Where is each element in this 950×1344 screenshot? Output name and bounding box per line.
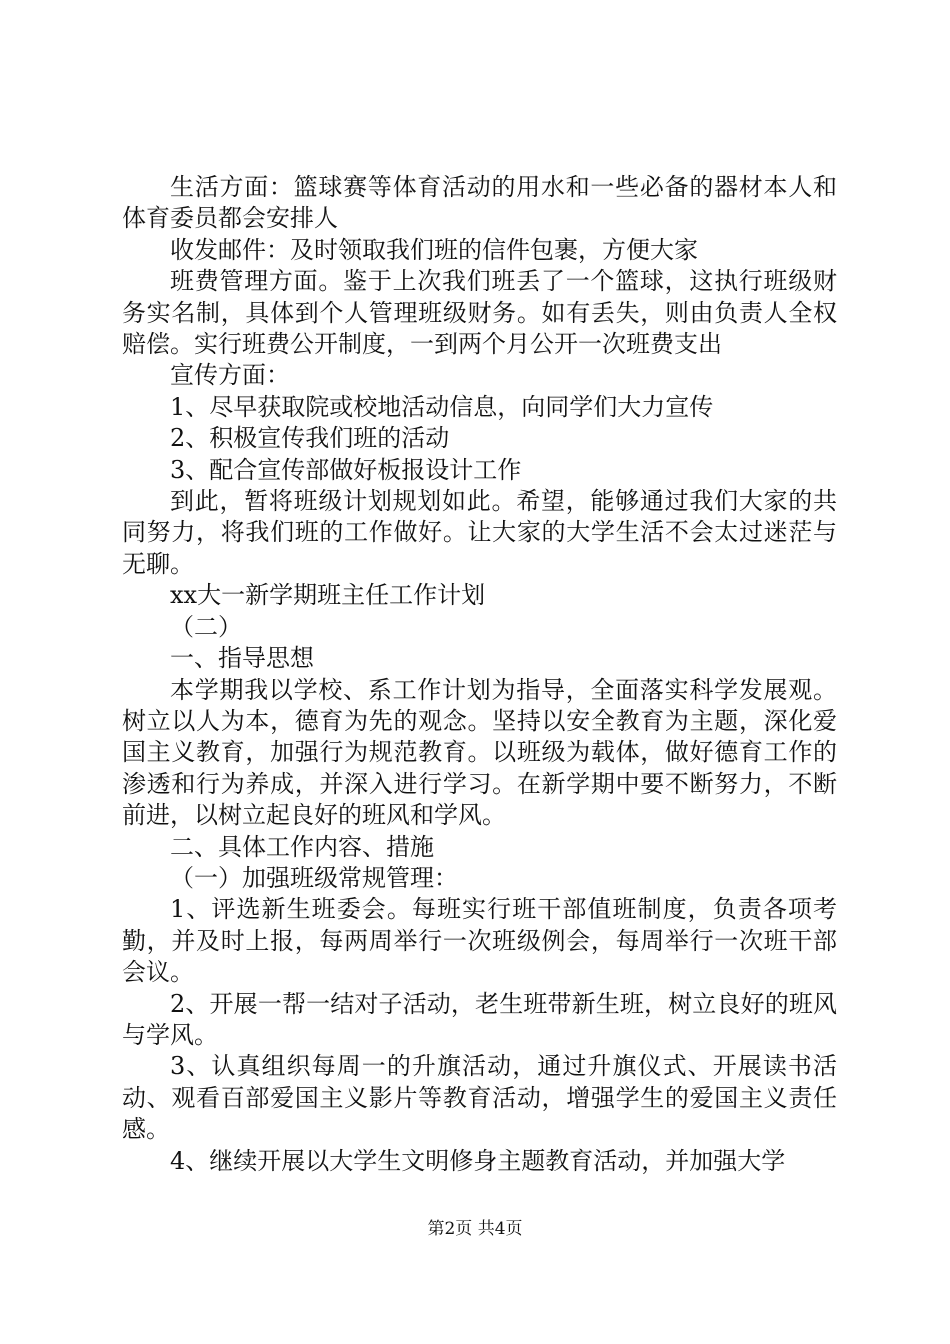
page-footer: 第2页 共4页 xyxy=(427,1219,523,1239)
document-body xyxy=(122,172,837,1177)
paragraph-mail: 收发邮件：及时领取我们班的信件包裹，方便大家 xyxy=(170,235,698,264)
paragraph-item-2: 2、开展一帮一结对子活动，老生班带新生班，树立良好的班风与学风。 xyxy=(122,989,837,1049)
heading-routine-management: （一）加强班级常规管理： xyxy=(170,863,458,892)
paragraph-class-fee: 班费管理方面。鉴于上次我们班丢了一个篮球，这执行班级财务实名制，具体到个人管理班级财务。如有丢失，则由负责人全权赔偿。实行班费公开制度，一到两个月公开一次班费支出 xyxy=(122,267,837,359)
heading-work-content: 二、具体工作内容、措施 xyxy=(170,832,434,861)
paragraph-life: 生活方面：篮球赛等体育活动的用水和一些必备的器材本人和体育委员都会安排人 xyxy=(122,173,837,233)
paragraph-publicity-1: 1、尽早获取院或校地活动信息，向同学们大力宣传 xyxy=(170,392,714,421)
paragraph-publicity-heading: 宣传方面： xyxy=(170,361,290,390)
section-title: xx大一新学期班主任工作计划 xyxy=(170,581,486,610)
paragraph-item-1: 1、评选新生班委会。每班实行班干部值班制度，负责各项考勤，并及时上报，每两周举行一次班级例会，每周举行一次班干部会议。 xyxy=(122,895,837,987)
paragraph-publicity-2: 2、积极宣传我们班的活动 xyxy=(170,424,450,453)
paragraph-item-4: 4、继续开展以大学生文明修身主题教育活动，并加强大学 xyxy=(170,1146,786,1175)
section-number: （二） xyxy=(170,612,242,641)
paragraph-publicity-3: 3、配合宣传部做好板报设计工作 xyxy=(170,455,522,484)
heading-guiding-thought: 一、指导思想 xyxy=(170,644,314,673)
paragraph-guiding-thought: 本学期我以学校、系工作计划为指导，全面落实科学发展观。树立以人为本，德育为先的观念。坚持以安全教育为主题，深化爱国主义教育，加强行为规范教育。以班级为载体，做好德育工作的渗透和行为养成，并深入进行学习。在新学期中要不断努力，不断前进，以树立起良好的班风和学风。 xyxy=(122,675,837,830)
paragraph-conclusion: 到此，暂将班级计划规划如此。希望，能够通过我们大家的共同努力，将我们班的工作做好。让大家的大学生活不会太过迷茫与无聊。 xyxy=(122,487,837,578)
paragraph-item-3: 3、认真组织每周一的升旗活动，通过升旗仪式、开展读书活动、观看百部爱国主义影片等教育活动，增强学生的爱国主义责任感。 xyxy=(122,1052,837,1144)
